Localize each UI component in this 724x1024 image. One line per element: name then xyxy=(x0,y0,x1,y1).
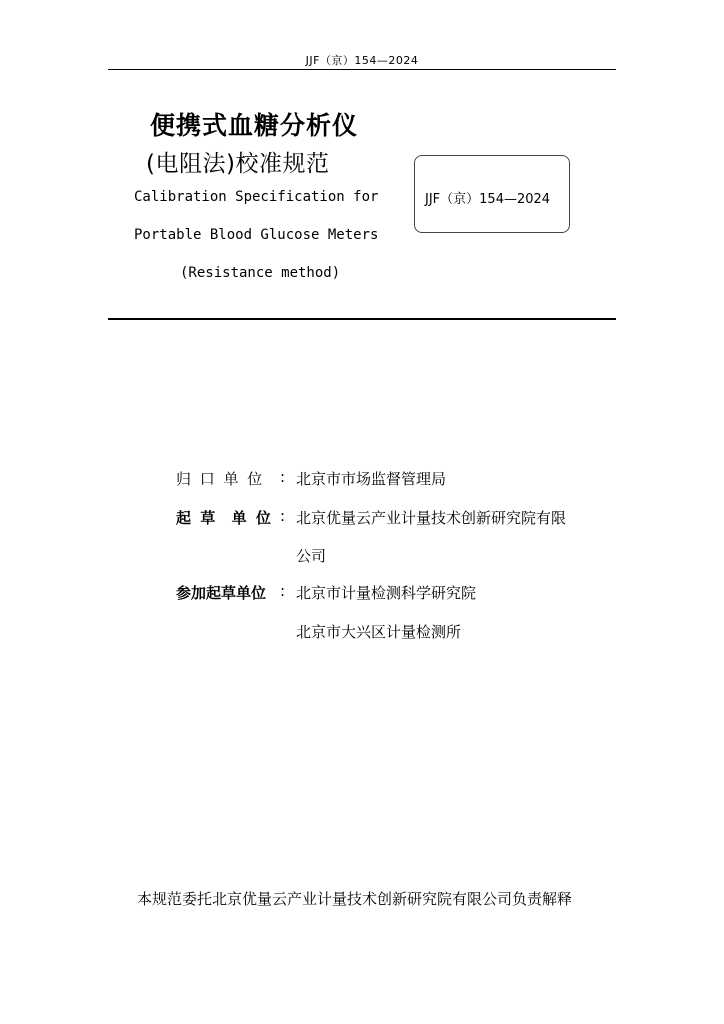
org-value: 北京市计量检测科学研究院 xyxy=(296,584,477,602)
org-label: 归 口 单 位 xyxy=(176,470,265,488)
org-colon: : xyxy=(280,468,286,486)
org-row-participating xyxy=(0,582,724,602)
org-colon: : xyxy=(280,582,286,600)
title-english-line3: (Resistance method) xyxy=(180,265,341,281)
org-row-centralized xyxy=(0,468,724,488)
org-value: 北京优量云产业计量技术创新研究院有限 xyxy=(296,509,567,527)
org-value: 北京市大兴区计量检测所 xyxy=(296,623,462,641)
title-chinese-line1: 便携式血糖分析仪 xyxy=(150,111,359,140)
title-english-line1: Calibration Specification for xyxy=(134,189,379,205)
title-chinese-line2: (电阻法)校准规范 xyxy=(146,151,330,177)
org-value: 公司 xyxy=(296,547,327,565)
standard-code: JJF（京）154—2024 xyxy=(425,192,551,207)
interpretation-note: 本规范委托北京优量云产业计量技术创新研究院有限公司负责解释 xyxy=(137,890,573,908)
title-rule xyxy=(108,318,616,320)
org-value: 北京市市场监督管理局 xyxy=(296,470,447,488)
org-row-participating-cont xyxy=(0,621,724,641)
org-row-drafting xyxy=(0,507,724,527)
header-standard-code: JJF（京）154—2024 xyxy=(305,54,419,67)
header-rule xyxy=(108,69,616,70)
title-english-line2: Portable Blood Glucose Meters xyxy=(134,227,379,243)
org-label: 起 草 单 位 xyxy=(176,509,273,527)
standard-code-box xyxy=(414,155,570,233)
org-row-drafting-cont xyxy=(0,545,724,565)
org-label: 参加起草单位 xyxy=(176,584,267,602)
org-colon: : xyxy=(280,507,286,525)
